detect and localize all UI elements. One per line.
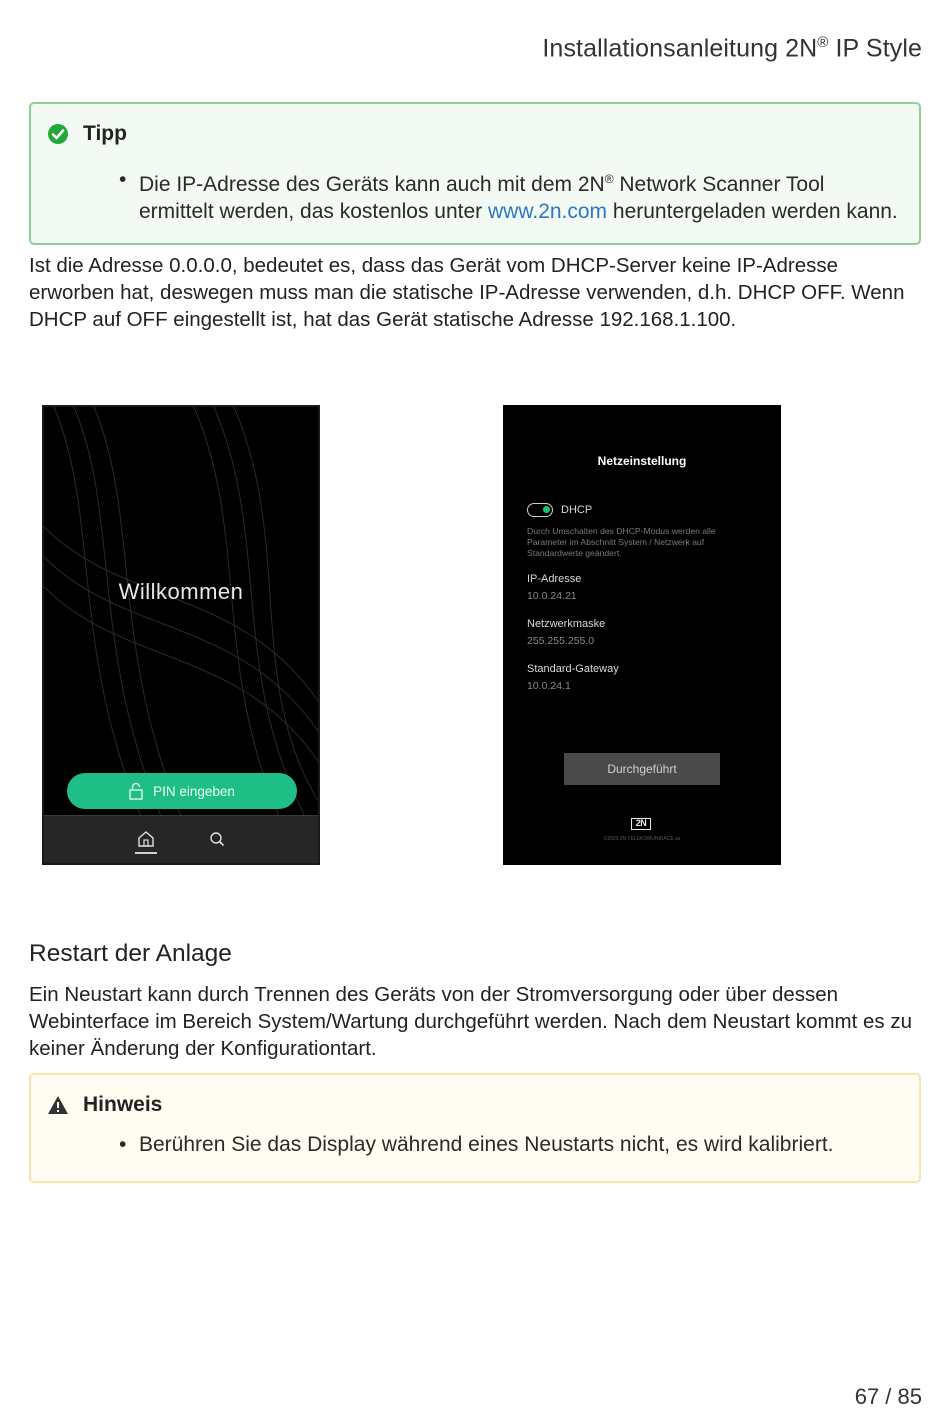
- unlock-icon: [129, 782, 143, 800]
- welcome-text: Willkommen: [118, 579, 244, 604]
- restart-paragraph: Ein Neustart kann durch Trennen des Geräts von der Stromversorgung oder über dessen Webinterface im Bereich System/Wartung durchgeführt werden. Nach dem Neustart kommt es zu keiner Änderung der Konfigurationtart.: [29, 983, 913, 1060]
- page-number: 67 / 85: [854, 1384, 922, 1408]
- netmask-value[interactable]: 255.255.255.0: [527, 635, 595, 647]
- bottom-navigation-bar: [44, 815, 318, 863]
- dhcp-explanation-paragraph: Ist die Adresse 0.0.0.0, bedeutet es, dass das Gerät vom DHCP-Server keine IP-Adresse erworben hat, deswegen muss man die statische IP-Adresse verwenden, d.h. DHCP OFF. Wenn DHCP auf OFF eingestellt ist, hat das Gerät statische Adresse 192.168.1.100.: [29, 254, 905, 331]
- document-header-title: Installationsanleitung 2N® IP Style: [542, 34, 922, 63]
- 2n-website-link[interactable]: www.2n.com: [488, 200, 608, 223]
- tip-list-item: • Die IP-Adresse des Geräts kann auch mit dem 2N® Network Scanner Tool ermittelt werden, das kostenlos unter www.2n.com heruntergeladen werden kann.: [119, 166, 899, 225]
- network-settings-screen-image: [503, 405, 781, 865]
- home-icon[interactable]: [137, 830, 155, 848]
- dhcp-description: Durch Umschalten des DHCP-Modus werden alle Parameter im Abschnitt System / Netzwerk auf Standardwerte geändert.: [527, 526, 716, 558]
- tip-title: Tipp: [83, 122, 127, 145]
- copyright-text: ©2020 2N TELEKOMUNIKACE as: [603, 836, 681, 842]
- dhcp-toggle-row[interactable]: [527, 503, 592, 517]
- tip-callout-header: [47, 122, 127, 146]
- dhcp-label: DHCP: [561, 504, 593, 516]
- active-tab-indicator: [135, 852, 157, 854]
- network-settings-title: Netzeinstellung: [597, 454, 687, 468]
- done-button[interactable]: Durchgeführt: [564, 753, 720, 785]
- pin-button-label: PIN eingeben: [153, 783, 235, 799]
- note-list: [119, 1131, 899, 1158]
- note-callout: [29, 1073, 921, 1183]
- welcome-screen-image: [42, 405, 320, 865]
- search-icon[interactable]: [209, 831, 225, 847]
- gateway-label: Standard-Gateway: [527, 663, 619, 675]
- ip-address-label: IP-Adresse: [527, 573, 582, 585]
- warning-triangle-icon: [47, 1095, 69, 1115]
- pin-entry-button[interactable]: [67, 773, 297, 809]
- tip-callout: [29, 102, 921, 245]
- note-list-item: • Berühren Sie das Display während eines Neustarts nicht, es wird kalibriert.: [119, 1131, 899, 1158]
- tip-list: [119, 166, 899, 225]
- 2n-logo: 2N: [631, 818, 651, 830]
- section-title-restart: Restart der Anlage: [29, 940, 232, 967]
- dhcp-toggle[interactable]: [527, 503, 553, 517]
- note-title: Hinweis: [83, 1093, 163, 1116]
- gateway-value[interactable]: 10.0.24.1: [527, 680, 571, 692]
- ip-address-value[interactable]: 10.0.24.21: [527, 590, 577, 602]
- check-circle-icon: [47, 123, 69, 145]
- note-callout-header: [47, 1093, 162, 1117]
- netmask-label: Netzwerkmaske: [527, 618, 606, 630]
